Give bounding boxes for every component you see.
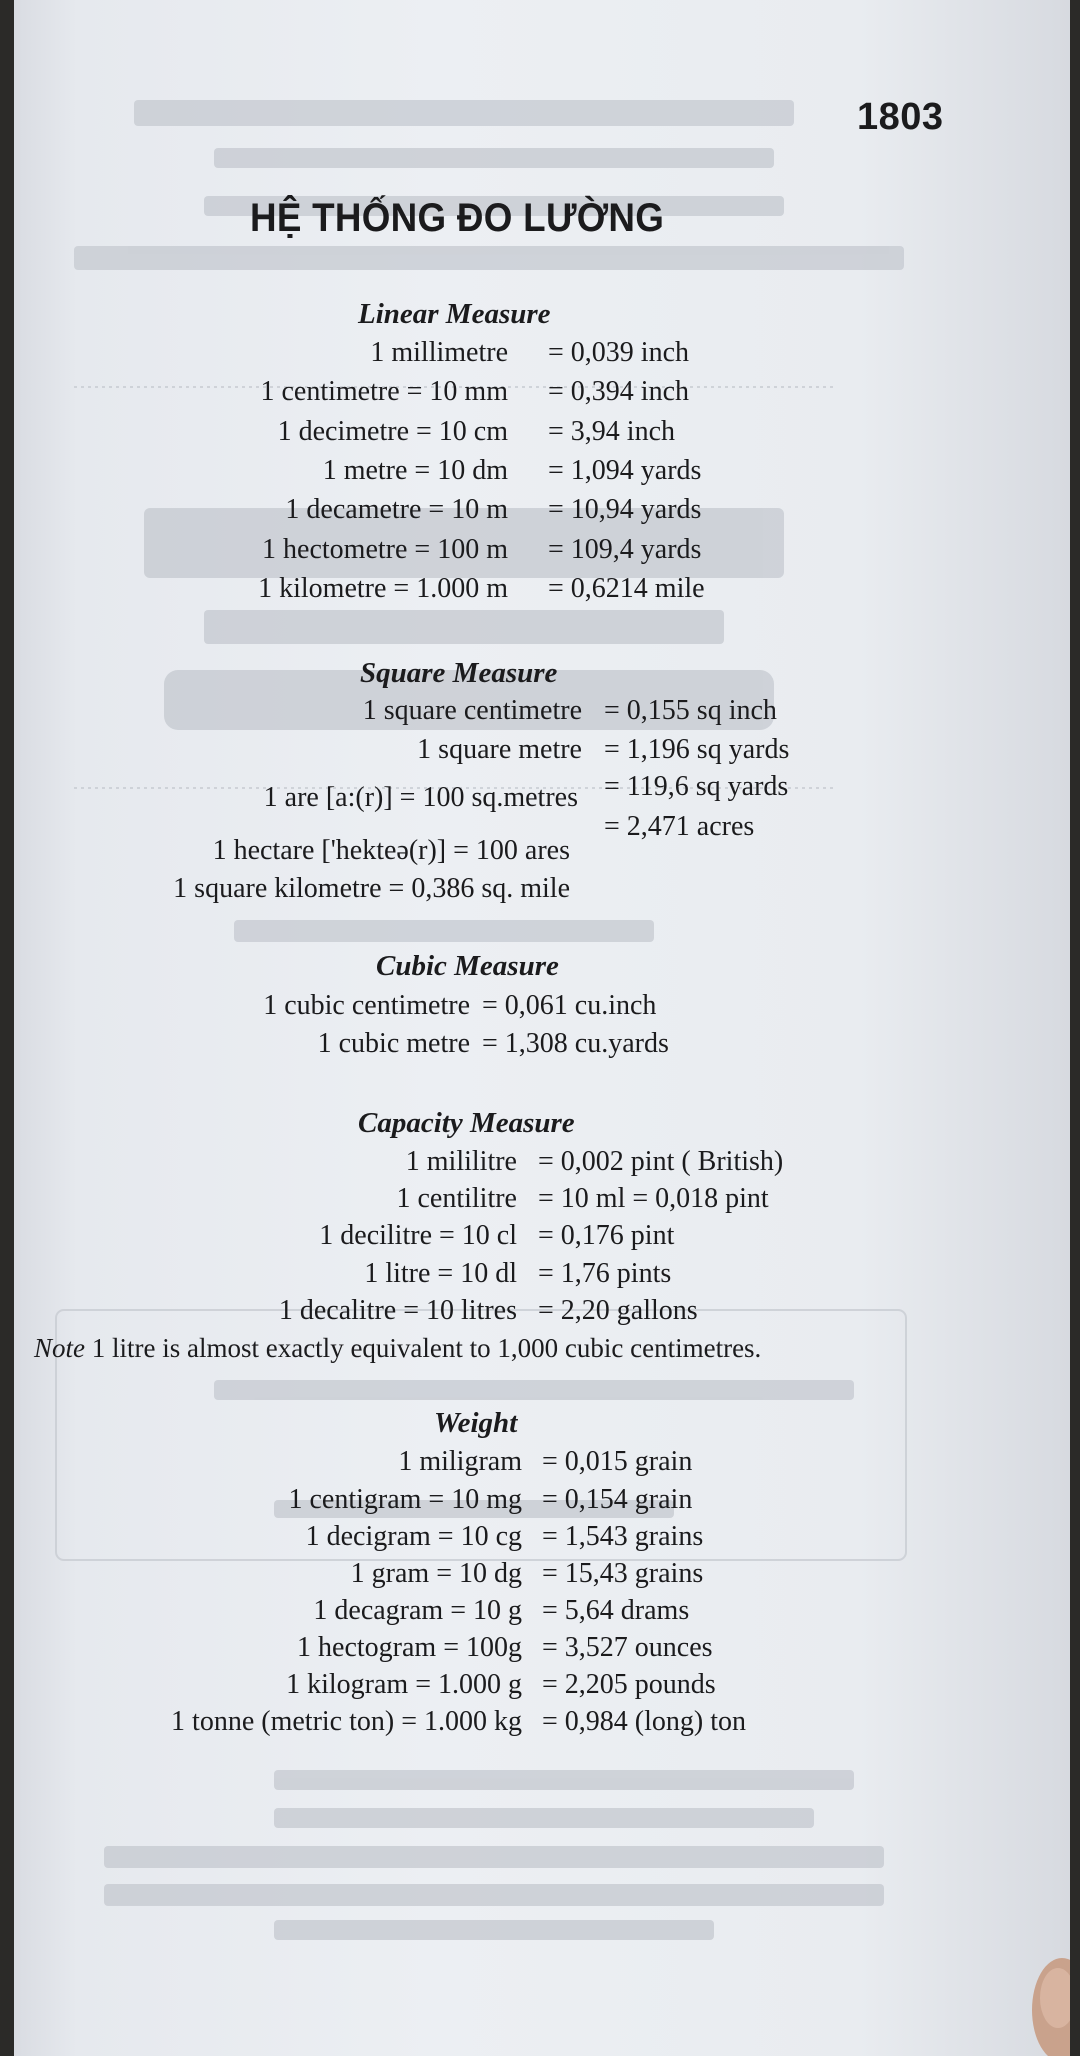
weight-heading: Weight <box>434 1407 518 1439</box>
linear-row-left: 1 metre = 10 dm <box>322 455 508 486</box>
capacity-row-left: 1 mililitre <box>405 1146 517 1177</box>
linear-measure-heading: Linear Measure <box>358 298 551 330</box>
capacity-row-left: 1 decilitre = 10 cl <box>319 1220 517 1251</box>
note-text: 1 litre is almost exactly equivalent to 1,000 cubic centimetres. <box>85 1333 762 1363</box>
weight-row-left: 1 tonne (metric ton) = 1.000 kg <box>171 1706 522 1737</box>
capacity-row-left: 1 decalitre = 10 litres <box>278 1295 517 1326</box>
book-page <box>14 0 1070 2056</box>
weight-row-right: = 0,015 grain <box>542 1446 693 1477</box>
thumb-photo-artifact <box>1014 1940 1070 2056</box>
note-label: Note <box>34 1333 85 1363</box>
page-title: HỆ THỐNG ĐO LƯỜNG <box>250 196 665 240</box>
square-row-left: 1 square kilometre = 0,386 sq. mile <box>173 873 570 904</box>
cubic-row-right: = 0,061 cu.inch <box>482 990 657 1021</box>
linear-row-left: 1 decametre = 10 m <box>285 494 508 525</box>
linear-row-right: = 109,4 yards <box>548 534 702 565</box>
linear-row-left: 1 hectometre = 100 m <box>262 534 508 565</box>
cubic-row-right: = 1,308 cu.yards <box>482 1028 669 1059</box>
square-row-right: = 0,155 sq inch <box>604 695 777 726</box>
linear-row-right: = 10,94 yards <box>548 494 702 525</box>
square-measure-heading: Square Measure <box>360 657 558 689</box>
weight-row-right: = 1,543 grains <box>542 1521 704 1552</box>
square-row-left: 1 square metre <box>417 734 582 765</box>
weight-row-left: 1 gram = 10 dg <box>350 1558 522 1589</box>
weight-row-left: 1 decigram = 10 cg <box>305 1521 522 1552</box>
cubic-row-left: 1 cubic metre <box>317 1028 470 1059</box>
square-row-right: = 2,471 acres <box>604 811 755 842</box>
weight-row-right: = 5,64 drams <box>542 1595 690 1626</box>
linear-row-left: 1 decimetre = 10 cm <box>277 416 508 447</box>
weight-row-left: 1 hectogram = 100g <box>297 1632 522 1663</box>
weight-row-right: = 3,527 ounces <box>542 1632 713 1663</box>
square-row-left: 1 hectare ['hekteə(r)] = 100 ares <box>212 835 570 866</box>
weight-row-right: = 0,154 grain <box>542 1484 693 1515</box>
capacity-row-right: = 1,76 pints <box>538 1258 672 1289</box>
weight-row-right: = 0,984 (long) ton <box>542 1706 746 1737</box>
linear-row-left: 1 centimetre = 10 mm <box>260 376 508 407</box>
capacity-row-right: = 2,20 gallons <box>538 1295 698 1326</box>
capacity-row-right: = 0,002 pint ( British) <box>538 1146 784 1177</box>
weight-row-left: 1 miligram <box>398 1446 522 1477</box>
square-row-left: 1 square centimetre <box>362 695 582 726</box>
square-row-right: = 1,196 sq yards <box>604 734 790 765</box>
weight-row-left: 1 centigram = 10 mg <box>288 1484 522 1515</box>
linear-row-left: 1 millimetre <box>370 337 508 368</box>
capacity-row-left: 1 litre = 10 dl <box>364 1258 517 1289</box>
capacity-row-left: 1 centilitre <box>396 1183 517 1214</box>
capacity-row-right: = 10 ml = 0,018 pint <box>538 1183 769 1214</box>
weight-row-right: = 15,43 grains <box>542 1558 704 1589</box>
weight-row-right: = 2,205 pounds <box>542 1669 716 1700</box>
linear-row-right: = 0,6214 mile <box>548 573 705 604</box>
weight-row-left: 1 decagram = 10 g <box>313 1595 522 1626</box>
cubic-measure-heading: Cubic Measure <box>376 950 559 982</box>
capacity-row-right: = 0,176 pint <box>538 1220 675 1251</box>
square-row-left: 1 are [a:(r)] = 100 sq.metres <box>263 782 578 813</box>
linear-row-right: = 3,94 inch <box>548 416 675 447</box>
linear-row-right: = 1,094 yards <box>548 455 702 486</box>
linear-row-left: 1 kilometre = 1.000 m <box>258 573 508 604</box>
weight-row-left: 1 kilogram = 1.000 g <box>286 1669 522 1700</box>
square-row-right: = 119,6 sq yards <box>604 771 789 802</box>
linear-row-right: = 0,394 inch <box>548 376 689 407</box>
page-number: 1803 <box>857 96 944 138</box>
cubic-row-left: 1 cubic centimetre <box>263 990 470 1021</box>
capacity-note <box>34 1332 761 1364</box>
capacity-measure-heading: Capacity Measure <box>358 1107 575 1139</box>
linear-row-right: = 0,039 inch <box>548 337 689 368</box>
